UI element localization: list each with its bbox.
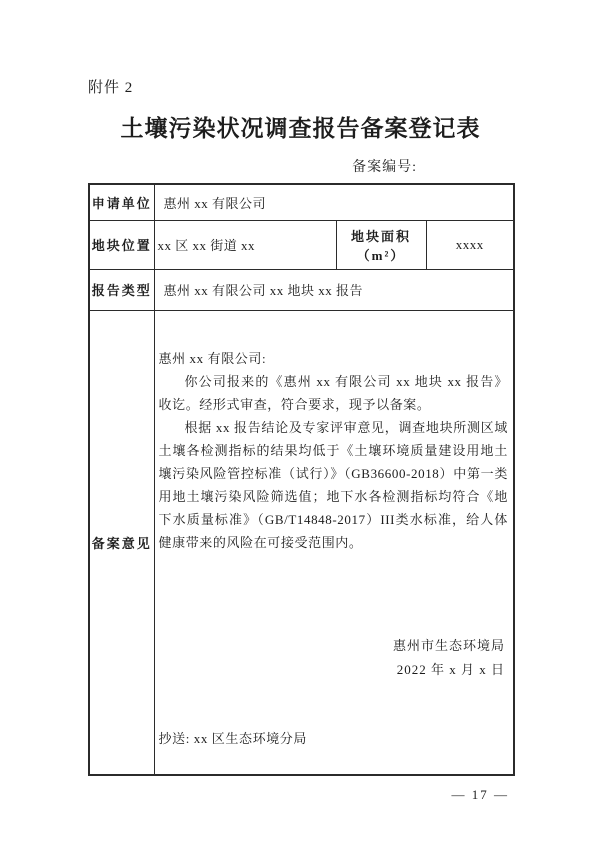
opinion-label: 备案意见 <box>89 310 154 775</box>
page-title: 土壤污染状况调查报告备案登记表 <box>120 116 481 141</box>
opinion-text-block <box>159 347 509 554</box>
signature-date: 2022 年 x 月 x 日 <box>396 661 505 677</box>
report-type-label: 报告类型 <box>89 269 154 310</box>
location-value: xx 区 xx 街道 xx <box>154 220 336 269</box>
table-row-location <box>89 220 514 269</box>
attachment-label: 附件 2 <box>88 80 134 96</box>
signature-organization: 惠州市生态环境局 <box>392 637 505 653</box>
location-label: 地块位置 <box>89 220 154 269</box>
opinion-paragraph-1: 你公司报来的《惠州 xx 有限公司 xx 地块 xx 报告》收讫。经形式审查，符合要求，现予以备案。 <box>158 373 508 412</box>
signature-block <box>159 634 509 682</box>
opinion-salutation: 惠州 xx 有限公司: <box>158 350 267 366</box>
applicant-label: 申请单位 <box>89 184 154 220</box>
area-label: 地块面积（m²） <box>336 220 426 269</box>
applicant-value: 惠州 xx 有限公司 <box>154 184 514 220</box>
registration-form-table <box>88 183 515 776</box>
area-value: xxxx <box>426 220 514 269</box>
report-type-value: 惠州 xx 有限公司 xx 地块 xx 报告 <box>154 269 514 310</box>
opinion-content-cell <box>154 310 514 775</box>
table-row-applicant <box>89 184 514 220</box>
filing-number-label: 备案编号: <box>352 160 417 175</box>
page-number: — 17 — <box>451 787 509 802</box>
opinion-paragraph-2: 根据 xx 报告结论及专家评审意见，调查地块所测区域土壤各检测指标的结果均低于《土壤环境质量建设用地土壤污染风险管控标准（试行）》（GB36600-2018）中第一类用地土壤污染风险筛选值；地下水各检测指标均符合《地下水质量标准》（GB/T14848-2017）III类水标准，给人体健康带来的风险在可接受范围内。 <box>158 419 508 550</box>
table-row-report-type <box>89 269 514 310</box>
table-row-opinion <box>89 310 514 775</box>
cc-line: 抄送: xx 区生态环境分局 <box>158 730 308 746</box>
